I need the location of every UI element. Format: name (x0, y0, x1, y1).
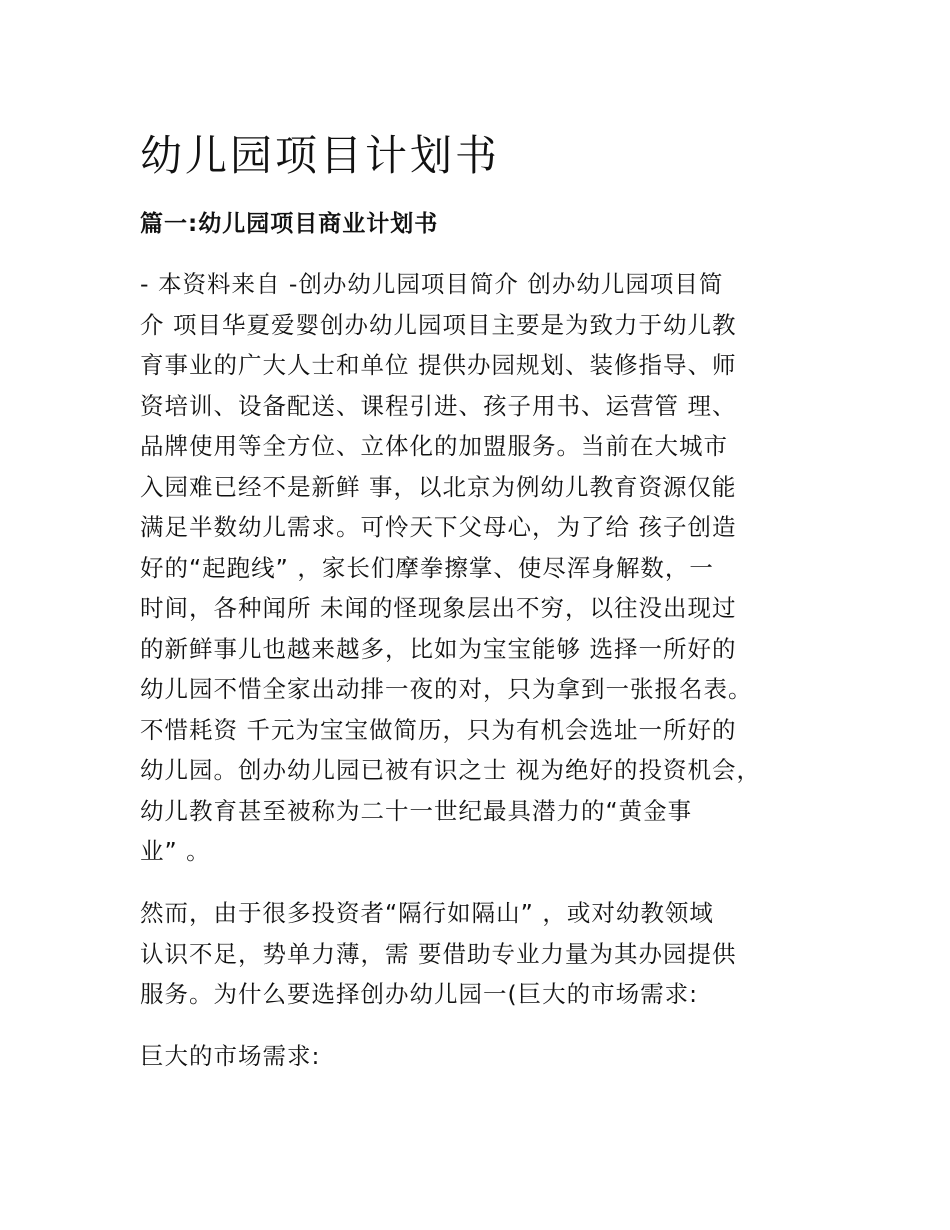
text-line: 然而，由于很多投资者“隔行如隔山” ，或对幼教领域 (140, 899, 714, 927)
document-title: 幼儿园项目计划书 (140, 131, 501, 180)
text-line: 幼儿园。创办幼儿园已被有识之士 视为绝好的投资机会， (140, 756, 761, 784)
text-line: 介 项目华夏爱婴创办幼儿园项目主要是为致力于幼儿教 (140, 310, 737, 339)
text-line: 幼儿园不惜全家出动排一夜的对，只为拿到一张报名表。 (140, 675, 753, 703)
text-line: 好的“起跑线” ，家长们摩拳擦掌、使尽浑身解数，一 (140, 553, 714, 582)
paragraph-investors (140, 893, 736, 1015)
text-line: 资培训、设备配送、课程引进、孩子用书、运营管 理、 (140, 391, 737, 420)
text-line: 巨大的市场需求: (140, 1042, 321, 1070)
text-line: 幼儿教育甚至被称为二十一世纪最具潜力的“黄金事 (140, 796, 693, 825)
text-line: 入园难已经不是新鲜 事，以北京为例幼儿教育资源仅能 (140, 472, 737, 501)
paragraph-market-demand (140, 1036, 320, 1077)
text-line: - 本资料来自 -创办幼儿园项目简介 创办幼儿园项目简 (140, 270, 724, 298)
text-line: 的新鲜事儿也越来越多，比如为宝宝能够 选择一所好的 (140, 634, 737, 663)
text-line: 认识不足，势单力薄，需 要借助专业力量为其办园提供 (140, 939, 737, 968)
text-line: 不惜耗资 千元为宝宝做简历，只为有机会选址一所好的 (140, 715, 737, 744)
text-line: 品牌使用等全方位、立体化的加盟服务。当前在大城市 (140, 432, 728, 460)
text-line: 时间，各种闻所 未闻的怪现象层出不穷，以往没出现过 (140, 594, 737, 622)
section-heading: 篇一:幼儿园项目商业计划书 (140, 211, 439, 237)
paragraph-intro (140, 264, 761, 872)
text-line: 服务。为什么要选择创办幼儿园一(巨大的市场需求: (140, 980, 699, 1008)
text-line: 业” 。 (140, 837, 211, 865)
text-line: 满足半数幼儿需求。可怜天下父母心，为了给 孩子创造 (140, 513, 737, 541)
text-line: 育事业的广大人士和单位 提供办园规划、装修指导、师 (140, 351, 737, 379)
